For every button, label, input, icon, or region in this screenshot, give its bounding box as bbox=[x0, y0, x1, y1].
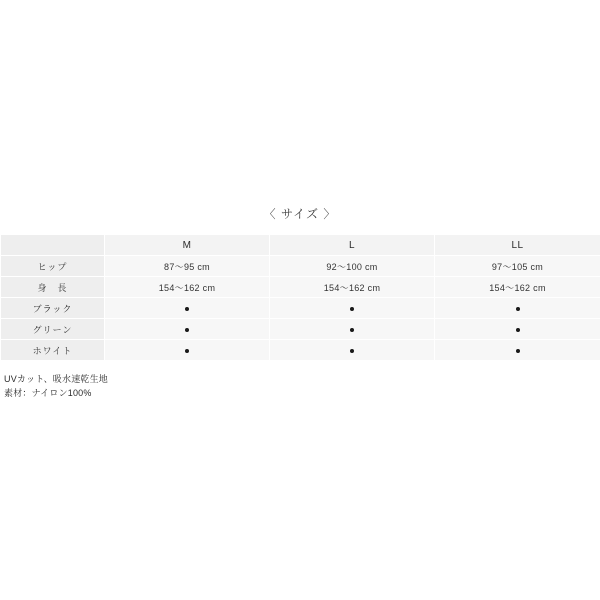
row-label-height: 身 長 bbox=[1, 277, 105, 298]
availability-dot-icon bbox=[350, 349, 354, 353]
page-title: 〈 サイズ 〉 bbox=[263, 207, 337, 221]
availability-dot-icon bbox=[185, 307, 189, 311]
row-label-hip: ヒップ bbox=[1, 256, 105, 277]
table-row bbox=[1, 340, 600, 361]
cell-hip-m: 87〜95 cm bbox=[105, 256, 270, 277]
row-label-green: グリーン bbox=[1, 319, 105, 340]
table-header-row bbox=[1, 235, 600, 256]
cell-hip-ll: 97〜105 cm bbox=[435, 256, 600, 277]
cell-height-l: 154〜162 cm bbox=[270, 277, 435, 298]
material-notes bbox=[4, 372, 108, 400]
availability-dot-icon bbox=[516, 349, 520, 353]
cell-white-m bbox=[105, 340, 270, 361]
column-header-ll: LL bbox=[435, 235, 600, 256]
cell-height-ll: 154〜162 cm bbox=[435, 277, 600, 298]
availability-dot-icon bbox=[516, 328, 520, 332]
size-table bbox=[0, 234, 600, 361]
cell-black-l bbox=[270, 298, 435, 319]
column-header-m: M bbox=[105, 235, 270, 256]
cell-green-m bbox=[105, 319, 270, 340]
availability-dot-icon bbox=[185, 328, 189, 332]
availability-dot-icon bbox=[516, 307, 520, 311]
table-header bbox=[1, 235, 600, 256]
cell-height-m: 154〜162 cm bbox=[105, 277, 270, 298]
cell-black-ll bbox=[435, 298, 600, 319]
cell-black-m bbox=[105, 298, 270, 319]
table-body bbox=[1, 256, 600, 361]
table-row bbox=[1, 277, 600, 298]
table-corner-cell bbox=[1, 235, 105, 256]
availability-dot-icon bbox=[185, 349, 189, 353]
row-label-black: ブラック bbox=[1, 298, 105, 319]
column-header-l: L bbox=[270, 235, 435, 256]
availability-dot-icon bbox=[350, 307, 354, 311]
table-row bbox=[1, 319, 600, 340]
table-row bbox=[1, 298, 600, 319]
table-row bbox=[1, 256, 600, 277]
cell-white-ll bbox=[435, 340, 600, 361]
row-label-white: ホワイト bbox=[1, 340, 105, 361]
cell-green-l bbox=[270, 319, 435, 340]
cell-hip-l: 92〜100 cm bbox=[270, 256, 435, 277]
cell-green-ll bbox=[435, 319, 600, 340]
cell-white-l bbox=[270, 340, 435, 361]
note-line-1: UVカット、吸水速乾生地 bbox=[4, 374, 109, 384]
note-line-2: 素材：ナイロン100% bbox=[4, 388, 92, 398]
availability-dot-icon bbox=[350, 328, 354, 332]
